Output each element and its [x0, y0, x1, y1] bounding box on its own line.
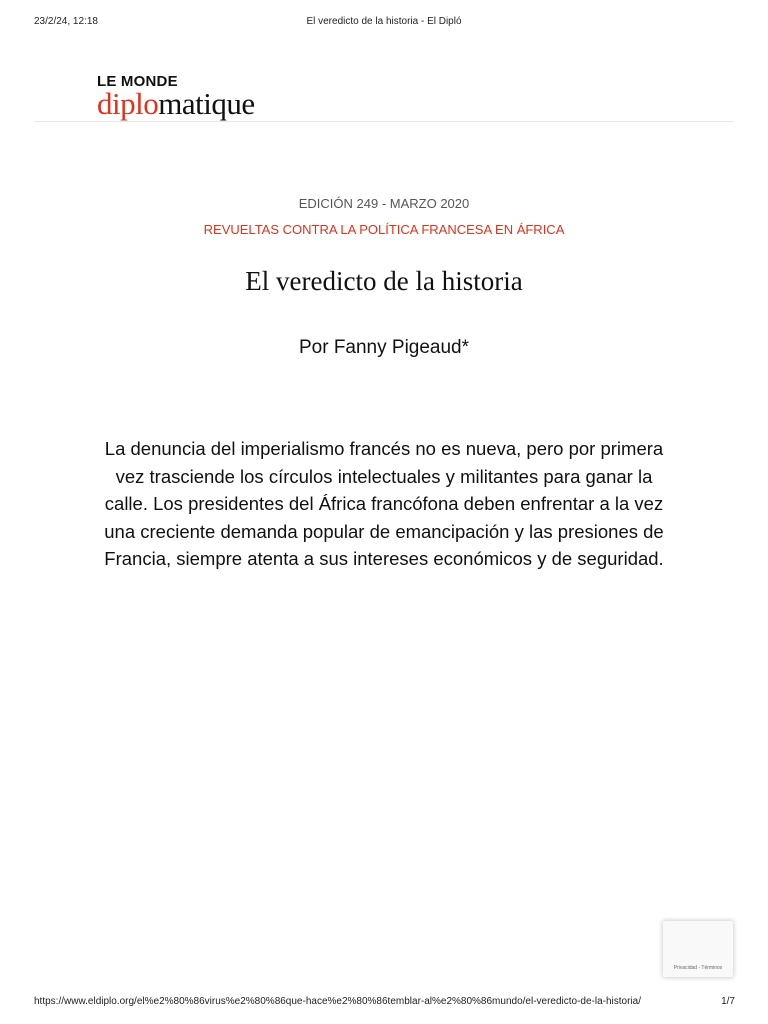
- logo-matique: matique: [158, 86, 255, 121]
- logo-le-monde: LE MONDE: [97, 73, 178, 90]
- section-label[interactable]: REVUELTAS CONTRA LA POLÍTICA FRANCESA EN ÁFRICA: [203, 222, 565, 237]
- article-title: El veredicto de la historia: [245, 266, 523, 296]
- edition-label[interactable]: EDICIÓN 249 - MARZO 2020: [298, 196, 470, 211]
- print-header: [0, 16, 768, 30]
- print-url: https://www.eldiplo.org/el%e2%80%86virus%e2%80%86que-hace%e2%80%86temblar-al%e2%80%86mundo/el-veredicto-de-la-historia/: [34, 996, 642, 1007]
- logo-diplo-red: diplo: [97, 86, 159, 121]
- print-page-number: 1/7: [721, 996, 735, 1007]
- print-footer: [0, 996, 768, 1010]
- site-logo[interactable]: [97, 74, 255, 119]
- recaptcha-badge[interactable]: [663, 921, 733, 977]
- recaptcha-links[interactable]: Privacidad - Términos: [673, 965, 723, 971]
- print-datetime: 23/2/24, 12:18: [34, 16, 98, 27]
- article-byline: Por Fanny Pigeaud*: [298, 337, 470, 358]
- article-lead: La denuncia del imperialismo francés no es nueva, pero por primera vez trasciende los círculos intelectuales y militantes para ganar la calle. Los presidentes del África francófona deben enfrentar a la vez una creciente demanda popular de emancipación y las presiones de Francia, siempre atenta a sus intereses económicos y de seguridad.: [104, 438, 664, 569]
- header-divider: [35, 121, 733, 122]
- print-page-title: El veredicto de la historia - El Dipló: [306, 16, 462, 27]
- logo-diplomatique: [97, 88, 255, 119]
